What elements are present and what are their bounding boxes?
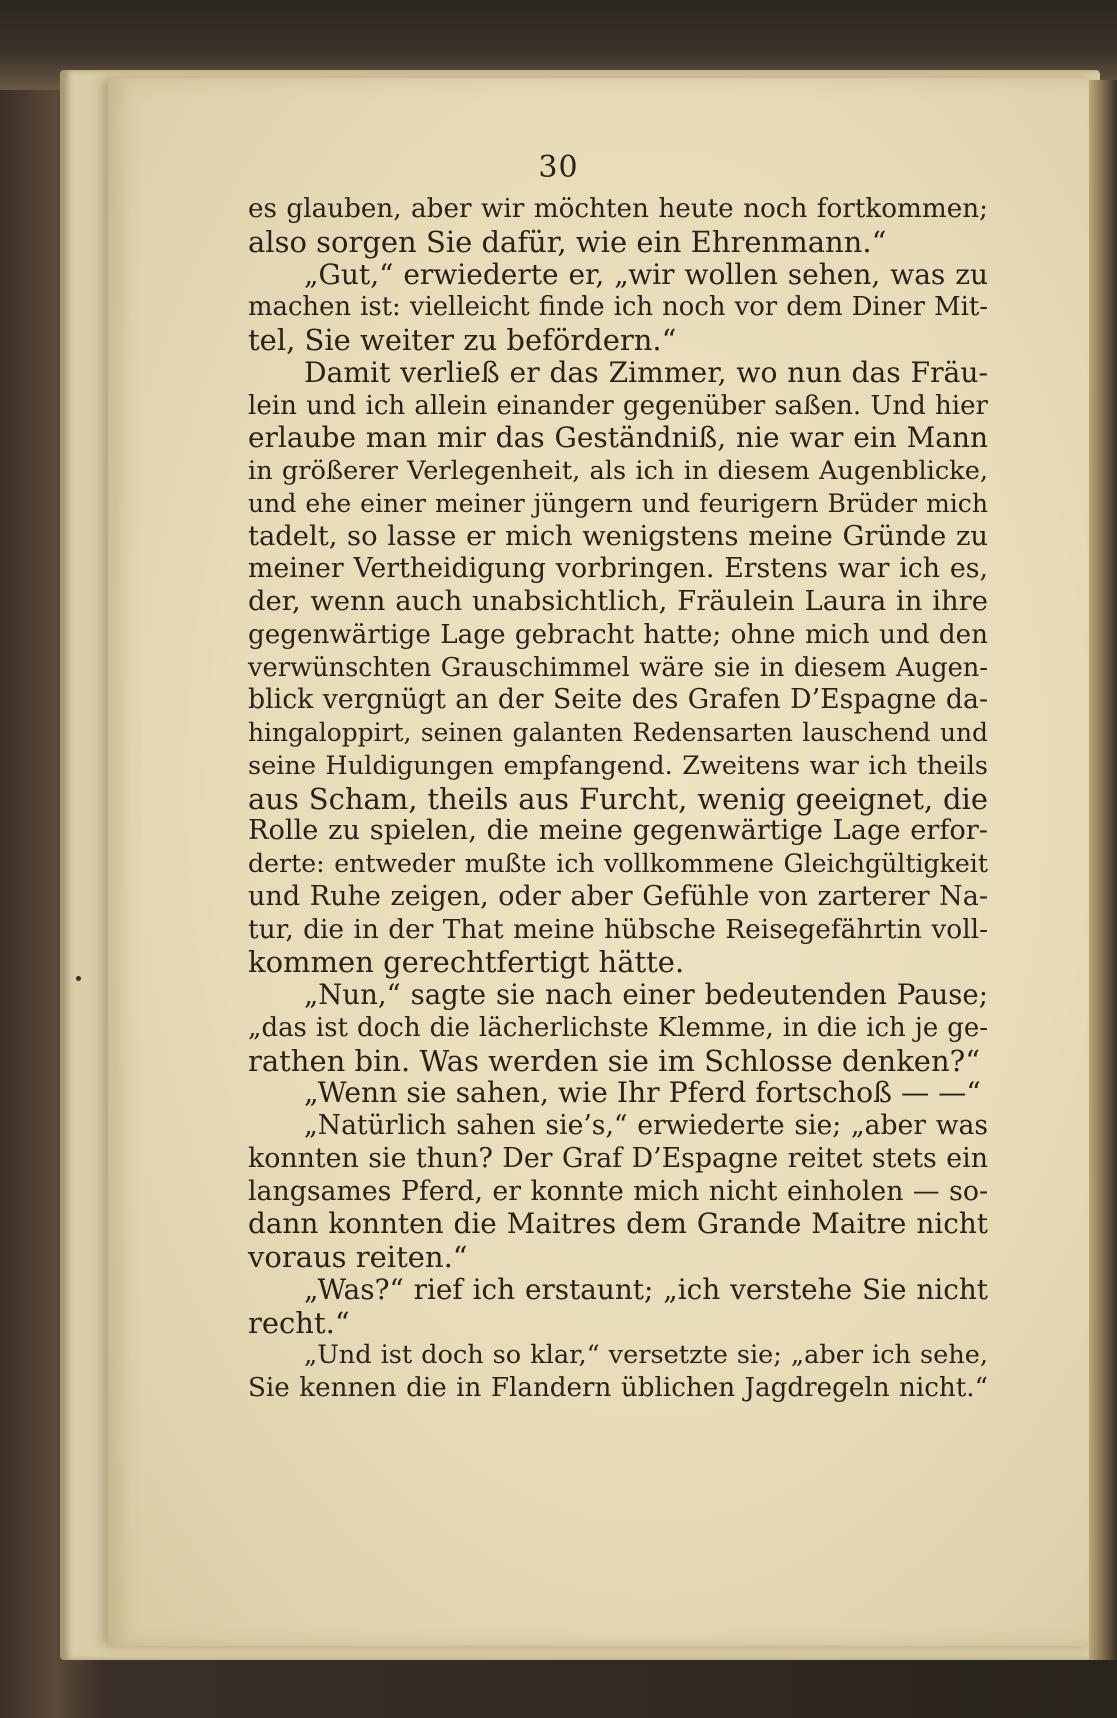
text-line: „Was?“ rief ich erstaunt; „ich verstehe Sie nicht <box>304 1272 988 1306</box>
page-edge-shadow <box>1089 80 1117 1660</box>
text-line: der, wenn auch unabsichtlich, Fräulein Laura in ihre <box>248 586 988 617</box>
text-line: Sie kennen die in Flandern üblichen Jagdregeln nicht.“ <box>248 1373 988 1403</box>
text-line: blick vergnügt an der Seite des Grafen D’Espagne da- <box>248 684 988 716</box>
text-line: langsames Pferd, er konnte mich nicht einholen — so- <box>248 1175 988 1207</box>
margin-mark <box>76 976 81 981</box>
text-line: kommen gerechtfertigt hätte. <box>248 945 685 980</box>
text-line: und ehe einer meiner jüngern und feurigern Brüder mich <box>248 488 988 518</box>
text-line: seine Huldigungen empfangend. Zweitens war ich theils <box>248 750 988 781</box>
text-line: „das ist doch die lächerlichste Klemme, in die ich je ge- <box>248 1012 988 1043</box>
text-line: erlaube man mir das Geständniß, nie war ein Mann <box>248 421 988 455</box>
text-line: tadelt, so lasse er mich wenigstens meine Gründe zu <box>248 520 988 552</box>
text-line: dann konnten die Maitres dem Grande Maitre nicht <box>248 1207 988 1241</box>
text-line: Damit verließ er das Zimmer, wo nun das Fräu- <box>304 355 988 389</box>
text-line: Rolle zu spielen, die meine gegenwärtige Lage erfor- <box>248 815 988 847</box>
text-line: recht.“ <box>248 1305 350 1340</box>
text-line: „Wenn sie sahen, wie Ihr Pferd fortschoß — —“ <box>304 1076 981 1110</box>
text-line: hingaloppirt, seinen galanten Redensarten lauschend und <box>248 718 988 747</box>
text-line: gegenwärtige Lage gebracht hatte; ohne mich und den <box>248 619 988 650</box>
page-number: 30 <box>538 150 579 185</box>
text-line: in größerer Verlegenheit, als ich in diesem Augenblicke, <box>248 456 988 486</box>
text-line: „Nun,“ sagte sie nach einer bedeutenden Pause; <box>304 979 988 1011</box>
page-text <box>248 193 988 1405</box>
text-line: „Natürlich sahen sie’s,“ erwiederte sie; „aber was <box>304 1110 988 1141</box>
text-line: machen ist: vielleicht finde ich noch vor dem Diner Mit- <box>248 292 988 323</box>
text-line: konnten sie thun? Der Graf D’Espagne reitet stets ein <box>248 1142 988 1174</box>
text-line: lein und ich allein einander gegenüber saßen. Und hier <box>248 390 988 421</box>
text-line: meiner Vertheidigung vorbringen. Erstens war ich es, <box>248 553 988 585</box>
text-line: verwünschten Grauschimmel wäre sie in diesem Augen- <box>248 652 988 683</box>
text-line: es glauben, aber wir möchten heute noch fortkommen; <box>248 194 988 224</box>
text-line: und Ruhe zeigen, oder aber Gefühle von zarterer Na- <box>248 880 988 912</box>
text-line: tel, Sie weiter zu befördern.“ <box>248 323 677 357</box>
text-line: rathen bin. Was werden sie im Schlosse denken?“ <box>248 1043 981 1078</box>
text-line: derte: entweder mußte ich vollkommene Gleichgültigkeit <box>248 849 988 878</box>
text-line: tur, die in der That meine hübsche Reisegefährtin voll- <box>248 913 988 945</box>
text-line: also sorgen Sie dafür, wie ein Ehrenmann.“ <box>248 224 887 259</box>
text-line: voraus reiten.“ <box>248 1240 468 1274</box>
text-line: „Und ist doch so klar,“ versetzte sie; „aber ich sehe, <box>304 1340 988 1371</box>
text-line: „Gut,“ erwiederte er, „wir wollen sehen, was zu <box>304 257 988 291</box>
text-line: aus Scham, theils aus Furcht, wenig geeignet, die <box>248 781 988 816</box>
